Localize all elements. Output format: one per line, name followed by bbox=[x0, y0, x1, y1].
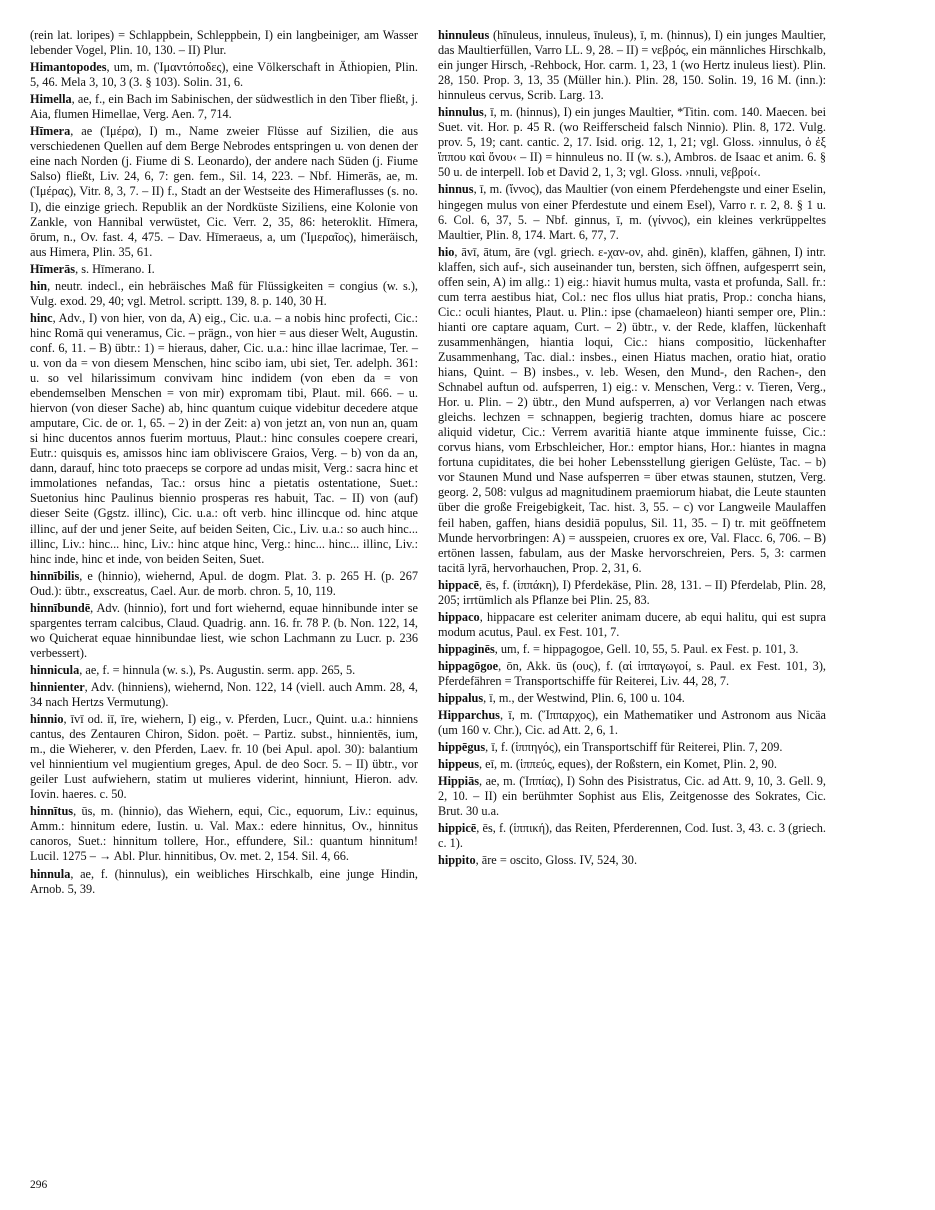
dictionary-entry bbox=[438, 105, 826, 180]
entry-headword: hinnula bbox=[30, 866, 71, 881]
entry-headword: hippalus bbox=[438, 691, 484, 706]
entry-headword: Himantopodes bbox=[30, 60, 107, 75]
left-column bbox=[30, 28, 418, 899]
entry-body: , ae, f. = hinnula (w. s.), Ps. Augustin. serm. app. 265, 5. bbox=[79, 662, 356, 677]
entry-headword: hio bbox=[438, 244, 455, 259]
dictionary-entry bbox=[438, 245, 826, 576]
dictionary-entry bbox=[438, 610, 826, 640]
dictionary-entry bbox=[438, 708, 826, 738]
entry-body: (hīnuleus, innuleus, īnuleus), ī, m. (hinnus), I) ein junges Maultier, das Maultierfüllen, Varro LL. 9, 28. – II) = νεβρός, ein männliches Hirschkalb, ein junger Hirsch, -Rehbock, Hor. carm. 1, 23, 1 (wo Hertz inuleus liest). Plin. 28, 150. Prop. 3, 13, 35 (Müller hin.). Plin. 28, 150. Solin. 19, 16 M. (inn.): hinnuleus cervus, Scrib. Larg. 13. bbox=[438, 28, 826, 103]
entry-headword: hinnībundē bbox=[30, 600, 91, 615]
entry-headword: hippito bbox=[438, 853, 476, 868]
entry-body: , ī, m., der Westwind, Plin. 6, 100 u. 104. bbox=[483, 691, 685, 706]
entry-body: , ī, f. (ἱππηγός), ein Transportschiff für Reiterei, Plin. 7, 209. bbox=[485, 740, 783, 755]
entry-body: , ae (Ἱμέρα), I) m., Name zweier Flüsse auf Sizilien, die aus verschiedenen Quellen auf dem Berge Nebrodes entspringen u. von denen der eine nach Norden (j. Fiume di S. Leonardo), der andere nach Süden (j. Fiume Salso) fließt, Liv. 24, 6, 7: gen. fem., Sil. 14, 223. – Nbf. Himerās, ae, m. (Ἱμέρας), Vitr. 8, 3, 7. – II) f., Stadt an der Westseite des Himeraflusses (s. no. I), die einzige griech. Republik an der Nordküste Siziliens, eine Kolonie von Zankle, von Hannibal verwüstet, Cic. Verr. 2, 35, 86: heteroklit. Hīmera, ōrum, n., Ov. fast. 4, 475. – Dav. Hīmeraeus, a, um (Ἱμεραῖος), himeräisch, aus Himera, Plin. 35, 61. bbox=[30, 124, 418, 259]
entry-headword: hippacē bbox=[438, 577, 479, 592]
dictionary-entry bbox=[438, 182, 826, 242]
entry-headword: hinnītus bbox=[30, 804, 74, 819]
entry-body: , ae, m. (Ἱππίας), I) Sohn des Pisistratus, Cic. ad Att. 9, 10, 3. Gell. 9, 2, 10. – II) ein berühmter Sophist aus Elis, Zeitgenosse des Sokrates, Cic. Brut. 30 u.a. bbox=[438, 774, 826, 819]
entry-body: , ae, f. (hinnulus), ein weibliches Hirschkalb, eine junge Hindin, Arnob. 5, 39. bbox=[30, 866, 418, 896]
entry-body: , āvī, ātum, āre (vgl. griech. ε-χαν-ον, ahd. ginēn), klaffen, gähnen, I) intr. klaffen, sich auf-, sich auseinander tun, bersten, sich öffnen, aufgesperrt sein, offen sein, A) im allg.: 1) eig.: hiavit humus multa, vasta et profunda, Sall. fr.: cum terra aestibus hiat, Col.: nec flos ullus hiat pratis, Prop.: concha hians, Cic.: oculi hiantes, Plaut. u. Plin.: ipse (chamaeleon) hianti semper ore, Plin.: hianti ore captare aquam, Curt. – 2) übtr., v. der Rede, klaffen, lückenhaft zusammenhängen, hiantia loqui, Cic.: hians compositio, lückenhafter Zusammenhang, Tac. dial.: insbes., einen Hiatus machen, oratio hiat, oratio hians, Quint. – B) insbes., v. leb. Wesen, den Mund-, den Rachen-, den Schnabel auftun od. aufsperren, 1) eig.: v. Menschen, Verg.: v. Tieren, Verg., Hor. u. Plin. – 2) übtr., den Mund aufsperren, a) vor Verlangen nach etwas gleichs. lechzen = schnappen, begierig trachten, domus hiare ac poscere aliquid videtur, Cic.: Verrem avaritiā hiante atque imminente fuisse, Cic.: corvus hians, vom Erbschleicher, Hor.: emptor hians, Hor.: hiantes in magna fortuna cupiditates, die bei hoher Lebensstellung gierigen Gelüste, Tac. – b) vor Staunen Mund und Nase aufsperren = über etwas staunen, stutzen, Verg. georg. 2, 508: vulgus ad magnitudinem praemiorum hiabat, die Leute staunten über die große Freigebigkeit, Tac. hist. 3, 55. – c) vor Langweile Maulaffen feil haben, gaffen, hians desidiā populus, Sil. 11, 35. – I) tr. mit geöffnetem Munde hervorbringen: A) = ausspeien, cruores ex ore, Val. Flacc. 6, 706. – B) ertönen lassen, fabulam, aus der Maske hervorschreien, Pers. 5, 3: carmen tacitā lyrā, hervorhauchen, Prop. 2, 31, 6. bbox=[438, 244, 826, 575]
dictionary-entry bbox=[438, 28, 826, 103]
dictionary-entry bbox=[30, 311, 418, 567]
entry-headword: hinc bbox=[30, 310, 53, 325]
dictionary-entry bbox=[30, 804, 418, 864]
entry-body: , e (hinnio), wiehernd, Apul. de dogm. Plat. 3. p. 265 H. (p. 267 Oud.): übtr., exscreatus, Cael. Aur. de morb. chron. 5, 10, 119. bbox=[30, 568, 418, 598]
entry-headword: hippicē bbox=[438, 821, 477, 836]
entry-body: (rein lat. loripes) = Schlappbein, Schleppbein, I) ein langbeiniger, am Wasser lebender Vogel, Plin. 10, 130. – II) Plur. bbox=[30, 28, 418, 58]
entry-body: , eī, m. (ἱππεύς, eques), der Roßstern, ein Komet, Plin. 2, 90. bbox=[479, 757, 777, 772]
entry-headword: hinnībilis bbox=[30, 568, 80, 583]
entry-headword: hin bbox=[30, 278, 48, 293]
dictionary-entry bbox=[438, 740, 826, 755]
entry-body: , ōn, Akk. ūs (ους), f. (αἱ ἱππαγωγοί, s. Paul. ex Fest. 101, 3), Pferdefähren = Transportschiffe für Reiterei, Liv. 44, 28, 7. bbox=[438, 658, 826, 688]
entry-body: , Adv., I) von hier, von da, A) eig., Cic. u.a. – a nobis hinc profecti, Cic.: hinc Romā qui veneramus, Cic. – prägn., von hier = aus dieser Welt, Augustin. conf. 6, 11. – B) übtr.: 1) = hieraus, daher, Cic. u.a.: hinc illae lacrimae, Ter. – u. von da = von diesem Menschen, hinc scibo iam, ubi siet, Ter. adelph. 361: u. so vel hilarissimum convivam hinc indidem (von eben da = von ebendemselben Menschen = von mir) expromam tibi, Plaut. mil. 666. – u. hiervon (von dieser Sache) ab, hinc quantum cuique videbitur decedere atque amputare, Cic. de or. 1, 65. – 2) in der Zeit: a) von jetzt an, von nun an, quam si hinc ducentos annos fuerim mortuus, Plaut.: hinc consules coepere creari, Eutr.: quisquis es, amissos hinc iam obliviscere Graios, Verg. – b) von da an, dann, darauf, hinc toto praeceps se corpore ad undas misit, Verg.: sacra hinc et immolationes nefandas, Tac.: orsus hinc a pietatis ostentatione, Suet.: Suetonius hinc Paulinus biennio prosperas res habuit, Tac. – II) von (auf) dieser Seite (Ggstz. illinc), Cic. u.a.: oft verb. hinc illincque od. hinc atque illinc, auf der und jener Seite, auf beiden Seiten, Cic., Liv. u.a.: so auch hinc... illinc, Liv.: hinc... hinc, Liv.: hinc atque hinc, Verg.: hinc... hinc... illinc, Liv.: hinc inde, hinc et inde, von beiden Seiten, Suet. bbox=[30, 310, 418, 566]
dictionary-entry bbox=[30, 569, 418, 599]
entry-headword: hippēgus bbox=[438, 740, 486, 755]
entry-headword: hinnuleus bbox=[438, 28, 490, 42]
entry-body: , ae, f., ein Bach im Sabinischen, der südwestlich in den Tiber fließt, j. Aia, flumen Himellae, Verg. Aen. 7, 714. bbox=[30, 92, 418, 122]
right-column bbox=[438, 28, 826, 871]
entry-headword: Hīmera bbox=[30, 124, 71, 139]
entry-headword: Hipparchus bbox=[438, 708, 500, 723]
entry-body: , ūs, m. (hinnio), das Wiehern, equi, Cic., equorum, Liv.: equinus, Amm.: hinnitum edere, Iustin. u. Val. Max.: edere hinnitus, Ov., hinnitus canoros, Suet.: hinnitum tollere, Hor., effundere, Sil.: quantum hinnitum! Lucil. 1275 – → Abl. Plur. hinnitibus, Ov. met. 2, 154. Sil. 4, 66. bbox=[30, 804, 418, 864]
dictionary-entry bbox=[30, 680, 418, 710]
dictionary-entry bbox=[30, 262, 418, 277]
dictionary-entry bbox=[438, 774, 826, 819]
entry-headword: hinnio bbox=[30, 712, 64, 727]
entry-body: , ēs, f. (ἱππάκη), I) Pferdekäse, Plin. 28, 131. – II) Pferdelab, Plin. 28, 205; irrtümlich als Pflanze bei Plin. 25, 83. bbox=[438, 577, 826, 607]
entry-body: , āre = oscito, Gloss. IV, 524, 30. bbox=[475, 853, 638, 868]
entry-body: , neutr. indecl., ein hebräisches Maß für Flüssigkeiten = congius (w. s.), Vulg. exod. 29, 40; vgl. Metrol. scriptt. 139, 8. p. 140, 30 H. bbox=[30, 278, 418, 308]
entry-headword: hippagōgoe bbox=[438, 658, 499, 673]
dictionary-entry bbox=[30, 279, 418, 309]
entry-headword: hippeus bbox=[438, 757, 480, 772]
dictionary-page bbox=[30, 28, 910, 1191]
entry-headword: Hippiās bbox=[438, 774, 480, 789]
dictionary-entry bbox=[30, 663, 418, 678]
dictionary-entry bbox=[438, 691, 826, 706]
entry-headword: hinnienter bbox=[30, 679, 85, 694]
entry-body: , ī, m. (ἴννος), das Maultier (von einem Pferdehengste und einer Eselin, hingegen mulus von einer Pferdestute und einem Esel), Varro r. r. 2, 8. § 1 u. 6. Col. 6, 37, 5. – Nbf. ginnus, ī, m. (γίννος), ein kleines verkrüppeltes Maultier, Plin. 8, 174. Mart. 6, 77, 7. bbox=[438, 182, 826, 242]
entry-headword: hippaco bbox=[438, 609, 480, 624]
entry-headword: hinnicula bbox=[30, 662, 80, 677]
dictionary-entry bbox=[438, 659, 826, 689]
entry-body: , ī, m. (hinnus), I) ein junges Maultier, *Titin. com. 140. Maecen. bei Suet. vit. Hor. p. 45 R. (wo Reifferscheid falsch Ninnio). Plin. 8, 172. Vulg. prov. 5, 19; cant. cantic. 2, 17. Isid. orig. 12, 1, 21; vgl. Gloss. ›innulus, ὁ ἐξ ἵππου καὶ ὄνου‹ – II) = hinnuleus no. II (w. s.), Ambros. de Isaac et anim. 6. § 50 u. de interpell. Iob et David 2, 1, 3; vgl. Gloss. ›nnuli, νεβροί‹. bbox=[438, 105, 826, 180]
dictionary-entry bbox=[30, 124, 418, 259]
dictionary-entry bbox=[438, 757, 826, 772]
entry-headword: hippaginēs bbox=[438, 641, 495, 656]
entry-body: , ēs, f. (ἱππική), das Reiten, Pferderennen, Cod. Iust. 3, 43. c. 3 (griech. c. 1). bbox=[438, 821, 826, 851]
entry-body: , um, f. = hippagogoe, Gell. 10, 55, 5. Paul. ex Fest. p. 101, 3. bbox=[494, 641, 799, 656]
entry-body: , um, m. (Ἱμαντόποδες), eine Völkerschaft in Äthiopien, Plin. 5, 46. Mela 3, 10, 3 (3. § 103). Solin. 31, 6. bbox=[30, 60, 418, 90]
dictionary-entry bbox=[30, 601, 418, 661]
entry-headword: hinnulus bbox=[438, 105, 484, 120]
dictionary-entry bbox=[438, 578, 826, 608]
page-number: 296 bbox=[30, 1179, 48, 1191]
entry-body: , hippacare est celeriter animam ducere, ab equi halitu, qui est supra modum acutus, Paul. ex Fest. 101, 7. bbox=[438, 609, 826, 639]
entry-body: , s. Hīmerano. I. bbox=[75, 261, 155, 276]
entry-body: , Adv. (hinnio), fort und fort wiehernd, equae hinnibunde inter se spargentes terram calcibus, Claud. Quadrig. ann. 16. fr. 78 P. (b. Non. 122, 14, wo Quicherat equae hinnibundae liest, wie schon Lachmann zu Lucr. p. 236 verbessert). bbox=[30, 600, 418, 660]
dictionary-entry bbox=[438, 642, 826, 657]
entry-body: , ī, m. (Ἵππαρχος), ein Mathematiker und Astronom aus Nicäa (um 160 v. Chr.), Cic. ad Att. 2, 6, 1. bbox=[438, 708, 826, 738]
entry-headword: Himella bbox=[30, 92, 72, 107]
entry-body: , Adv. (hinniens), wiehernd, Non. 122, 14 (viell. auch Amm. 28, 4, 34 nach Hertzs Vermutung). bbox=[30, 679, 418, 710]
entry-headword: hinnus bbox=[438, 182, 474, 197]
dictionary-entry bbox=[30, 867, 418, 897]
entry-headword: Hīmerās bbox=[30, 261, 76, 276]
dictionary-entry bbox=[438, 853, 826, 868]
dictionary-entry bbox=[438, 821, 826, 851]
dictionary-entry bbox=[30, 28, 418, 58]
dictionary-entry bbox=[30, 712, 418, 802]
dictionary-entry bbox=[30, 60, 418, 90]
entry-body: , īvī od. iī, īre, wiehern, I) eig., v. Pferden, Lucr., Quint. u.a.: hinniens cantus, des Zentauren Chiron, Sidon. poët. – Partiz. subst., hinnientēs, ium, m., die Wieherer, v. den Pferden, Laev. fr. 10 (bei Apul. apol. 30): balantium vel hinnientium vel mugientium greges, Apul. de deo Socr. 5. – II) übtr., vor geiler Lust aufwiehern, statim ut mulieres viderint, hinniunt, Hieron. adv. Iovin. haeres. c. 50. bbox=[30, 712, 418, 802]
dictionary-entry bbox=[30, 92, 418, 122]
